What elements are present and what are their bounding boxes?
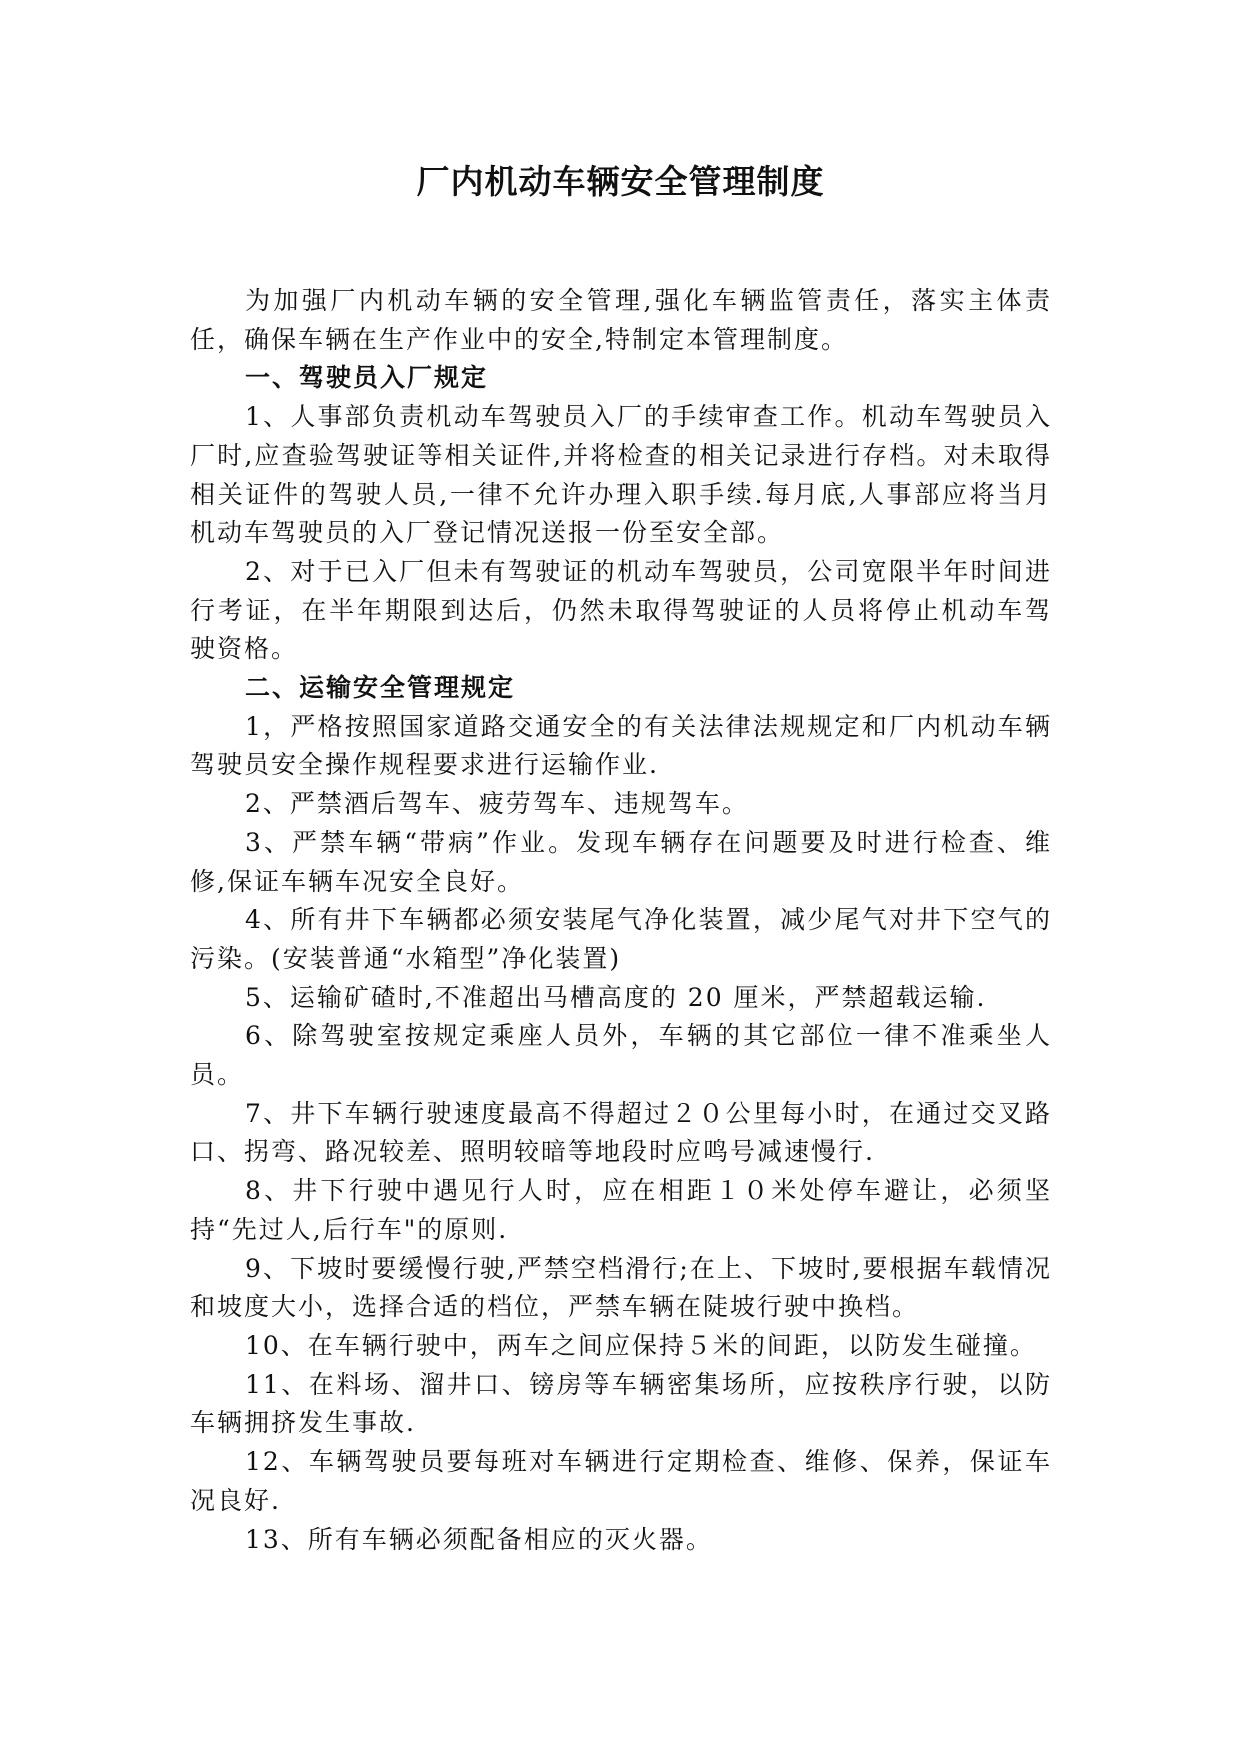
document-body <box>190 282 1052 1559</box>
section2-item: 3、严禁车辆“带病”作业。发现车辆存在问题要及时进行检查、维修,保证车辆车况安全良好。 <box>190 827 1052 896</box>
section1-item: 2、对于已入厂但未有驾驶证的机动车驾驶员，公司宽限半年时间进行考证，在半年期限到达后，仍然未取得驾驶证的人员将停止机动车驾驶资格。 <box>190 556 1052 664</box>
section2-item: 5、运输矿碴时,不准超出马槽高度的 20 厘米，严禁超载运输. <box>245 982 987 1012</box>
section2-item: 7、井下车辆行驶速度最高不得超过２０公里每小时，在通过交叉路口、拐弯、路况较差、照明较暗等地段时应鸣号减速慢行. <box>190 1098 1052 1167</box>
section2-item: 4、所有井下车辆都必须安装尾气净化装置，减少尾气对井下空气的污染。(安装普通“水箱型”净化装置) <box>190 905 1052 973</box>
section2-item: 6、除驾驶室按规定乘座人员外，车辆的其它部位一律不准乘坐人员。 <box>190 1021 1052 1090</box>
section2-item: 11、在料场、溜井口、镑房等车辆密集场所，应按秩序行驶，以防车辆拥挤发生事故. <box>190 1369 1052 1438</box>
section-heading-driver-entry: 一、驾驶员入厂规定 <box>245 363 489 393</box>
intro-paragraph: 为加强厂内机动车辆的安全管理,强化车辆监管责任，落实主体责任，确保车辆在生产作业中的安全,特制定本管理制度。 <box>190 286 1052 354</box>
section2-item: 1，严格按照国家道路交通安全的有关法律法规规定和厂内机动车辆驾驶员安全操作规程要求进行运输作业. <box>190 711 1052 780</box>
section2-item: 12、车辆驾驶员要每班对车辆进行定期检查、维修、保养，保证车况良好. <box>190 1447 1052 1515</box>
section1-item: 1、人事部负责机动车驾驶员入厂的手续审查工作。机动车驾驶员入厂时,应查验驾驶证等相关证件,并将检查的相关记录进行存档。对未取得相关证件的驾驶人员,一律不允许办理入职手续.每月底,人事部应将当月机动车驾驶员的入厂登记情况送报一份至安全部。 <box>190 402 1052 548</box>
section2-item: 13、所有车辆必须配备相应的灭火器。 <box>245 1524 713 1554</box>
section2-item: 2、严禁酒后驾车、疲劳驾车、违规驾车。 <box>245 789 749 819</box>
section2-item: 9、下坡时要缓慢行驶,严禁空档滑行;在上、下坡时,要根据车载情况和坡度大小，选择合适的档位，严禁车辆在陡坡行驶中换档。 <box>190 1253 1052 1322</box>
document-title: 厂内机动车辆安全管理制度 <box>416 162 825 201</box>
section2-item: 8、井下行驶中遇见行人时，应在相距１０米处停车避让，必须坚持“先过人,后行车"的原则. <box>190 1176 1052 1244</box>
section-heading-transport-safety: 二、运输安全管理规定 <box>245 673 516 703</box>
section2-item: 10、在车辆行驶中，两车之间应保持５米的间距，以防发生碰撞。 <box>245 1330 1037 1360</box>
